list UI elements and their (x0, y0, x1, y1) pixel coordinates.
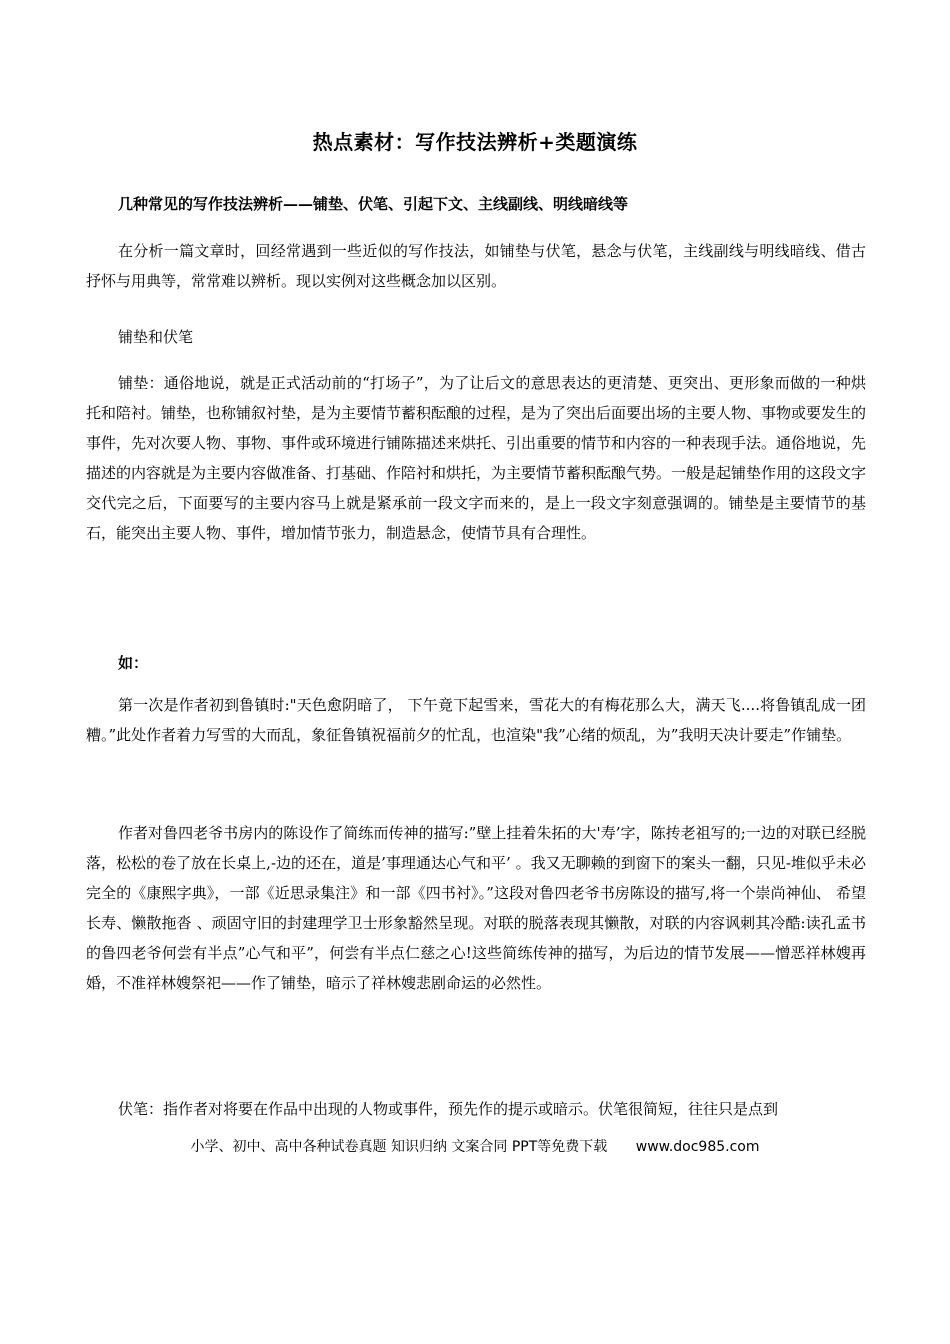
subsection-heading: 铺垫和伏笔 (118, 328, 194, 346)
footer-text: 小学、初中、高中各种试卷真题 知识归纳 文案合同 PPT等免费下载 (190, 1139, 608, 1155)
foreshadow-paragraph: 伏笔：指作者对将要在作品中出现的人物或事件，预先作的提示或暗示。伏笔很简短，往往只是点到 (118, 1100, 779, 1118)
example-paragraph-2: 作者对鲁四老爷书房内的陈设作了简练而传神的描写:”壁上挂着朱拓的大'寿’字，陈抟老祖写的;一边的对联已经脱落，松松的卷了放在长桌上,-边的还在，道是’事理通达心气和平’ 。我又无聊赖的到窗下的案头一翻，只见-堆似乎未必完全的《康熙字典》，一部《近思录集注》和一部《四书衬》。”这段对鲁四老爷书房陈设的描写,将一个崇尚神仙、 希望长寿、懒散拖沓 、顽固守旧的封建理学卫士形象豁然呈现。对联的脱落表现其懒散，对联的内容讽刺其冷酷:读孔孟书的鲁四老爷何尝有半点”心气和平”，何尝有半点仁慈之心!这些简练传神的描写，为后边的情节发展——憎恶祥林嫂再婚，不准祥林嫂祭祀——作了铺垫，暗示了祥林嫂悲剧命运的必然性。 (86, 824, 866, 992)
section-heading: 几种常见的写作技法辨析——铺垫、伏笔、引起下文、主线副线、明线暗线等 (118, 195, 629, 213)
example-label: 如： (118, 654, 149, 672)
page-footer (0, 1136, 950, 1156)
page-title: 热点素材：写作技法辨析+类题演练 (312, 130, 638, 154)
intro-paragraph: 在分析一篇文章时，回经常遇到一些近似的写作技法，如铺垫与伏笔，悬念与伏笔，主线副线与明线暗线、借古抒怀与用典等，常常难以辨析。现以实例对这些概念加以区别。 (86, 242, 866, 290)
definition-paragraph: 铺垫：通俗地说，就是正式活动前的“打场子”，为了让后文的意思表达的更清楚、更突出、更形象而做的一种烘托和陪衬。铺垫，也称铺叙衬垫，是为主要情节蓄积酝酿的过程，是为了突出后面要出场的主要人物、事物或要发生的事件，先对次要人物、事物、事件或环境进行铺陈描述来烘托、引出重要的情节和内容的一种表现手法。通俗地说，先描述的内容就是为主要内容做准备、打基础、作陪衬和烘托，为主要情节蓄积酝酿气势。一般是起铺垫作用的这段文字交代完之后，下面要写的主要内容马上就是紧承前一段文字而来的，是上一段文字刻意强调的。铺垫是主要情节的基石，能突出主要人物、事件，增加情节张力，制造悬念，使情节具有合理性。 (86, 374, 867, 542)
footer-link[interactable]: www.doc985.com (635, 1139, 760, 1155)
example-paragraph-1: 第一次是作者初到鲁镇时:"天色愈阴暗了， 下午竟下起雪来，雪花大的有梅花那么大，满天飞....将鲁镇乱成一团糟。”此处作者着力写雪的大而乱，象征鲁镇祝福前夕的忙乱，也渲染"我”心绪的烦乱，为”我明天决计要走”作铺垫。 (86, 696, 866, 744)
